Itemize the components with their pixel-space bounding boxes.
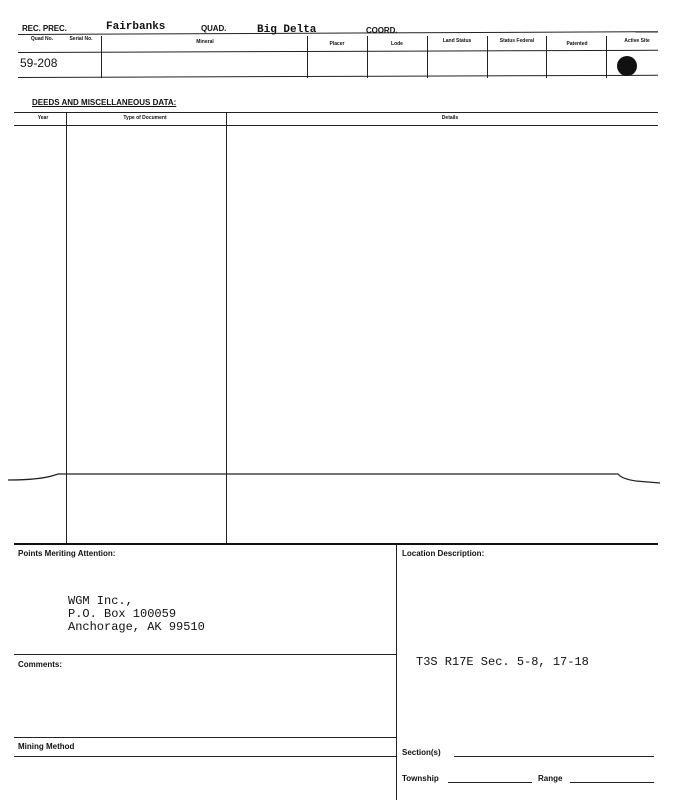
col-land-status: Land Status	[442, 38, 472, 44]
col-placer: Placer	[329, 41, 345, 47]
deeds-col-type: Type of Document	[123, 115, 167, 121]
mining-method-label: Mining Method	[18, 742, 75, 751]
township-field-line	[448, 782, 532, 783]
claim-col-divider	[606, 36, 607, 78]
fold-line	[0, 465, 678, 495]
deeds-header-rule	[14, 125, 658, 126]
quad-label: QUAD.	[201, 24, 227, 33]
col-serial-no: Serial No.	[69, 36, 93, 42]
deeds-top-rule	[14, 112, 658, 113]
range-label: Range	[538, 774, 563, 783]
col-status-federal: Status Federal	[499, 38, 535, 44]
col-mineral: Mineral	[196, 39, 214, 45]
rec-prec-value: Fairbanks	[106, 21, 166, 33]
bottom-divider	[396, 545, 397, 800]
section-label: Section(s)	[402, 748, 441, 757]
mining-method-top-rule	[14, 737, 396, 738]
deeds-bottom-rule	[14, 543, 658, 545]
deeds-col-details: Details	[441, 115, 459, 121]
claim-col-divider	[367, 36, 368, 78]
location-description-label: Location Description:	[402, 549, 485, 558]
address-line-3: Anchorage, AK 99510	[68, 620, 205, 634]
punch-hole-dot	[617, 56, 637, 76]
range-field-line	[570, 782, 654, 783]
comments-label: Comments:	[18, 660, 63, 669]
deeds-section-title: DEEDS AND MISCELLANEOUS DATA:	[32, 98, 177, 107]
col-lode: Lode	[391, 41, 403, 47]
township-label: Township	[402, 774, 439, 783]
quad-value: Big Delta	[257, 24, 317, 36]
address-line-1: WGM Inc.,	[68, 594, 133, 608]
col-quad-no: Quad No.	[30, 36, 54, 42]
section-field-line	[454, 756, 654, 757]
quad-no-value: 59-208	[20, 56, 58, 70]
col-active-site: Active Site	[624, 38, 650, 44]
points-meriting-attention-label: Points Meriting Attention:	[18, 549, 116, 558]
claim-col-divider	[101, 36, 102, 78]
location-description-value: T3S R17E Sec. 5-8, 17-18	[416, 655, 589, 669]
claim-col-divider	[427, 36, 428, 78]
comments-top-rule	[14, 654, 396, 655]
claim-col-divider	[307, 36, 308, 78]
col-patented: Patented	[566, 41, 588, 47]
deeds-col-year: Year	[37, 115, 49, 121]
rec-prec-label: REC. PREC.	[22, 24, 67, 33]
claim-col-divider	[546, 36, 547, 78]
claim-col-divider	[487, 36, 488, 78]
address-line-2: P.O. Box 100059	[68, 607, 177, 621]
coord-label: COORD.	[366, 26, 398, 35]
claim-table-bottom-rule	[18, 75, 658, 78]
claim-table-header-rule	[18, 50, 658, 53]
mining-method-bottom-rule	[14, 756, 396, 757]
